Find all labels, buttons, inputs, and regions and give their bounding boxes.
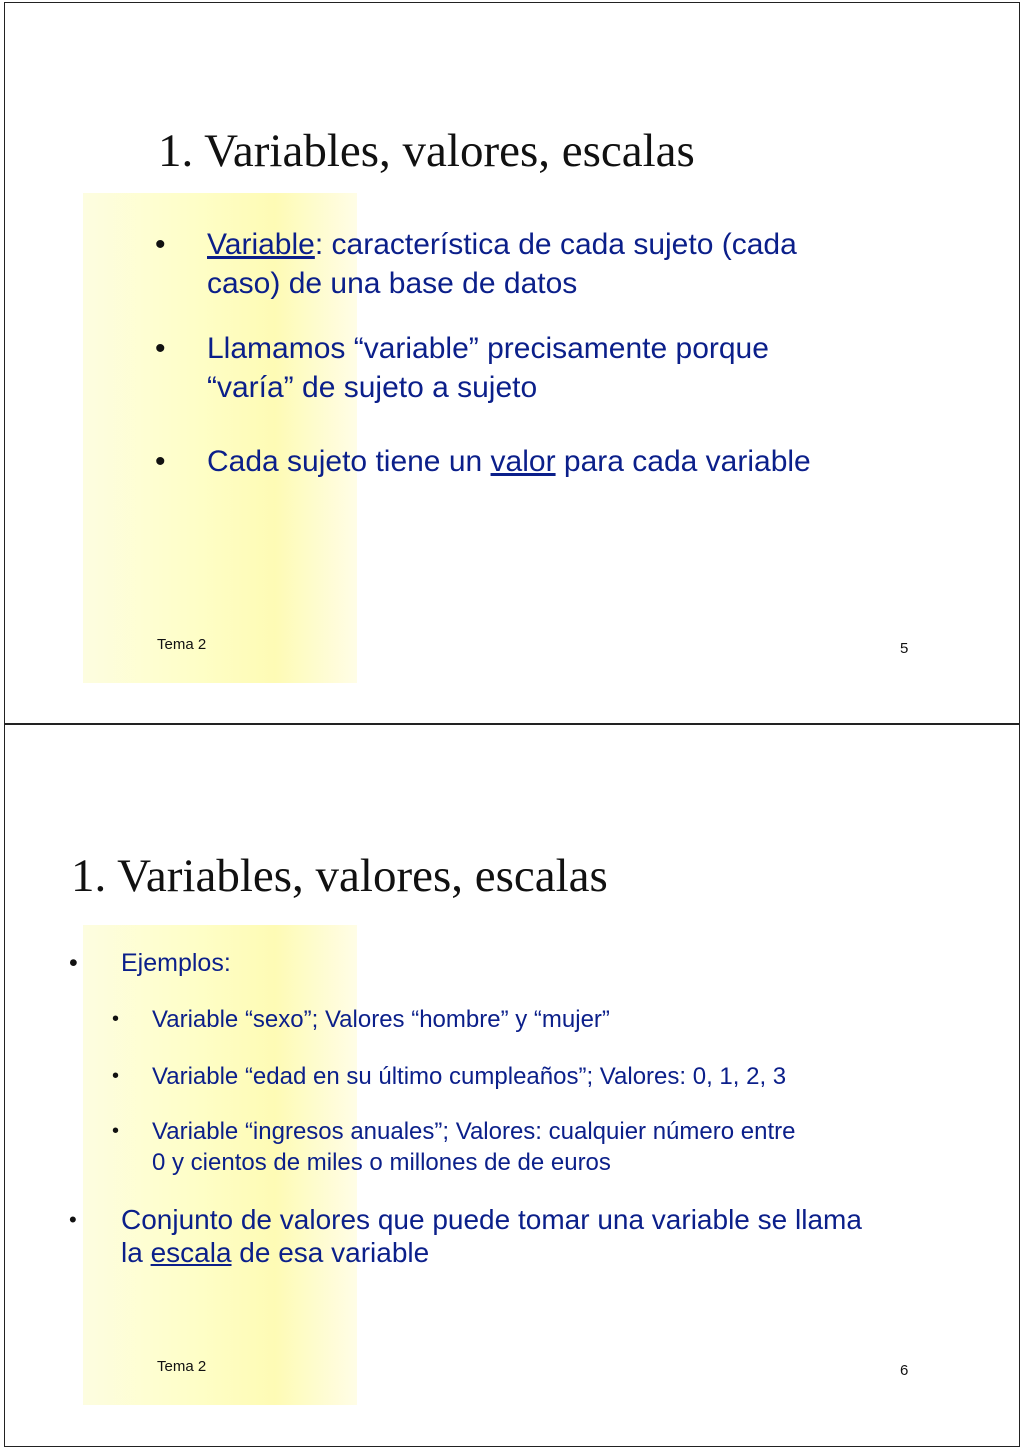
bullet-dot-icon: • — [112, 1065, 120, 1087]
bullet-variable-definition — [155, 225, 811, 329]
example-item-sexo — [112, 1004, 795, 1061]
bullet-list — [155, 225, 811, 481]
bullet-text — [121, 1203, 862, 1269]
bullet-examples-intro — [69, 947, 231, 979]
bullet-variable-reason — [155, 329, 811, 442]
bullet-line: para cada variable — [555, 445, 811, 478]
bullet-dot-icon: • — [69, 949, 78, 977]
bullet-line: Llamamos “variable” precisamente porque — [207, 332, 769, 365]
slide-footer: Tema 2 — [157, 1358, 207, 1375]
slide-footer: Tema 2 — [157, 636, 207, 653]
slide-5 — [4, 2, 1020, 724]
example-list — [112, 1004, 795, 1178]
bullet-line: Ejemplos: — [121, 949, 231, 977]
bullet-line: caso) de una base de datos — [207, 267, 578, 300]
page-number: 6 — [900, 1362, 909, 1379]
bullet-dot-icon: • — [112, 1008, 120, 1030]
bullet-line: : característica de cada sujeto (cada — [314, 228, 797, 261]
bullet-dot-icon: • — [69, 1207, 77, 1232]
slide-6 — [4, 724, 1020, 1447]
slide-title: 1. Variables, valores, escalas — [158, 125, 695, 177]
bullet-line: Variable “ingresos anuales”; Valores: cualquier número entre — [152, 1118, 796, 1145]
example-item-ingresos — [112, 1116, 795, 1178]
term-valor: valor — [490, 445, 556, 478]
bullet-value — [155, 442, 811, 481]
bullet-line: la — [121, 1237, 151, 1268]
term-variable: Variable — [207, 228, 315, 261]
bullet-dot-icon: • — [112, 1120, 120, 1142]
bullet-line: Variable “sexo”; Valores “hombre” y “mujer” — [152, 1006, 610, 1033]
bullet-dot-icon: • — [155, 332, 166, 365]
bullet-text — [152, 1116, 795, 1178]
bullet-text — [207, 329, 811, 407]
bullet-dot-icon: • — [155, 445, 166, 478]
bullet-text — [207, 442, 811, 481]
examples-block — [69, 947, 231, 979]
bullet-conclusion — [69, 1203, 862, 1269]
page-number: 5 — [900, 640, 909, 657]
bullet-line: Cada sujeto tiene un — [207, 445, 491, 478]
slide-title: 1. Variables, valores, escalas — [71, 850, 608, 902]
example-item-edad — [112, 1061, 795, 1116]
bullet-line: Conjunto de valores que puede tomar una variable se llama — [121, 1204, 862, 1235]
bullet-line: Variable “edad en su último cumpleaños”; Valores: 0, 1, 2, 3 — [152, 1063, 787, 1090]
bullet-line: “varía” de sujeto a sujeto — [207, 371, 538, 404]
bullet-line: de esa variable — [231, 1237, 430, 1268]
bullet-text — [207, 225, 811, 303]
bullet-dot-icon: • — [155, 228, 166, 261]
bullet-line: 0 y cientos de miles o millones de de euros — [152, 1149, 611, 1176]
term-escala: escala — [150, 1237, 232, 1268]
